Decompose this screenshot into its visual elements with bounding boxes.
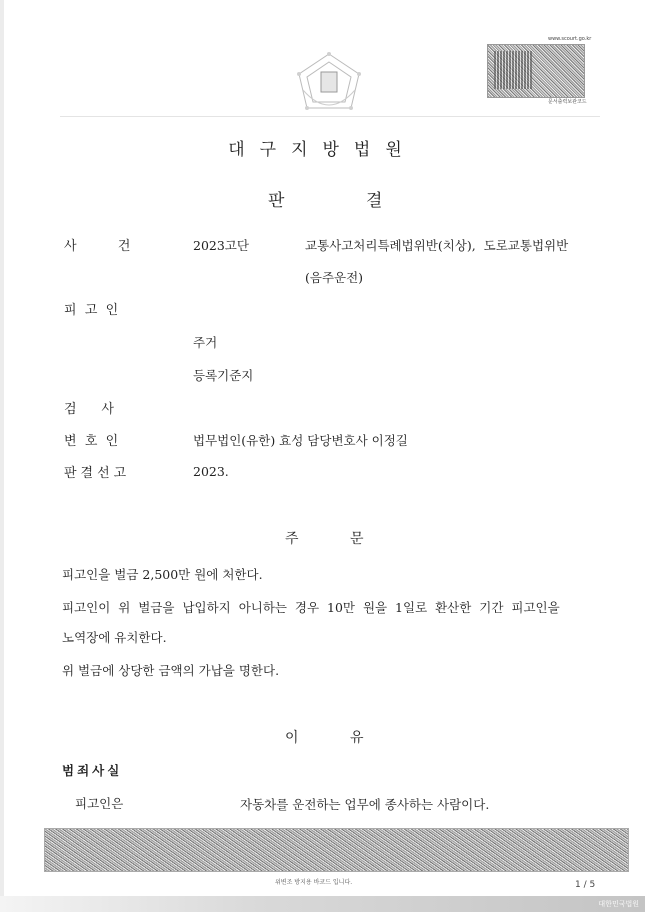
court-emblem-icon	[289, 50, 369, 118]
prosecutor-label: 검 사	[64, 402, 114, 417]
anti-forgery-barcode	[44, 828, 629, 872]
order-heading-left: 주	[285, 531, 299, 547]
crime-facts-heading: 범죄사실	[62, 763, 123, 778]
order-heading-right: 문	[350, 531, 364, 547]
case-charges: 교통사고처리특례법위반(치상), 도로교통법위반	[305, 238, 569, 253]
site-url: www.scourt.go.kr	[548, 36, 592, 42]
verdict-date-value: 2023.	[193, 464, 229, 479]
registration-label: 등록기준지	[193, 368, 254, 383]
case-charges-cont: (음주운전)	[305, 270, 364, 285]
order-line-2: 피고인이 위 벌금을 납입하지 아니하는 경우 10만 원을 1일로 환산한 기간 피고인을	[62, 600, 560, 615]
order-line-1: 피고인을 벌금 2,500만 원에 처한다.	[62, 567, 263, 582]
verdict-date-label: 판결선고	[64, 466, 131, 481]
order-line-3: 노역장에 유치한다.	[62, 630, 167, 645]
defendant-label: 피 고 인	[64, 303, 119, 318]
print-barcode	[487, 44, 585, 98]
doc-type-right: 결	[366, 191, 383, 211]
court-name: 대구지방법원	[228, 140, 417, 160]
case-label: 사 건	[64, 239, 131, 254]
crime-facts-subject: 피고인은	[75, 796, 124, 811]
barcode-caption: 문서출력보관코드	[548, 99, 587, 105]
crime-facts-text: 자동차를 운전하는 업무에 종사하는 사람이다.	[240, 797, 490, 812]
doc-type-left: 판	[268, 191, 285, 211]
order-line-4: 위 벌금에 상당한 금액의 가납을 명한다.	[62, 663, 280, 678]
reason-heading-left: 이	[285, 730, 299, 746]
attorney-label: 변 호 인	[64, 434, 119, 449]
header-divider	[60, 116, 600, 117]
reason-heading-right: 유	[350, 730, 364, 746]
case-number: 2023고단	[193, 238, 249, 253]
footer-band	[0, 896, 645, 912]
address-label: 주거	[193, 335, 218, 350]
footer-band-text: 대한민국법원	[598, 900, 639, 908]
attorney-value: 법무법인(유한) 효성 담당변호사 이정길	[193, 433, 408, 448]
page-number: 1 / 5	[575, 880, 596, 890]
barcode-note: 위변조 방지용 바코드 입니다.	[275, 879, 353, 886]
